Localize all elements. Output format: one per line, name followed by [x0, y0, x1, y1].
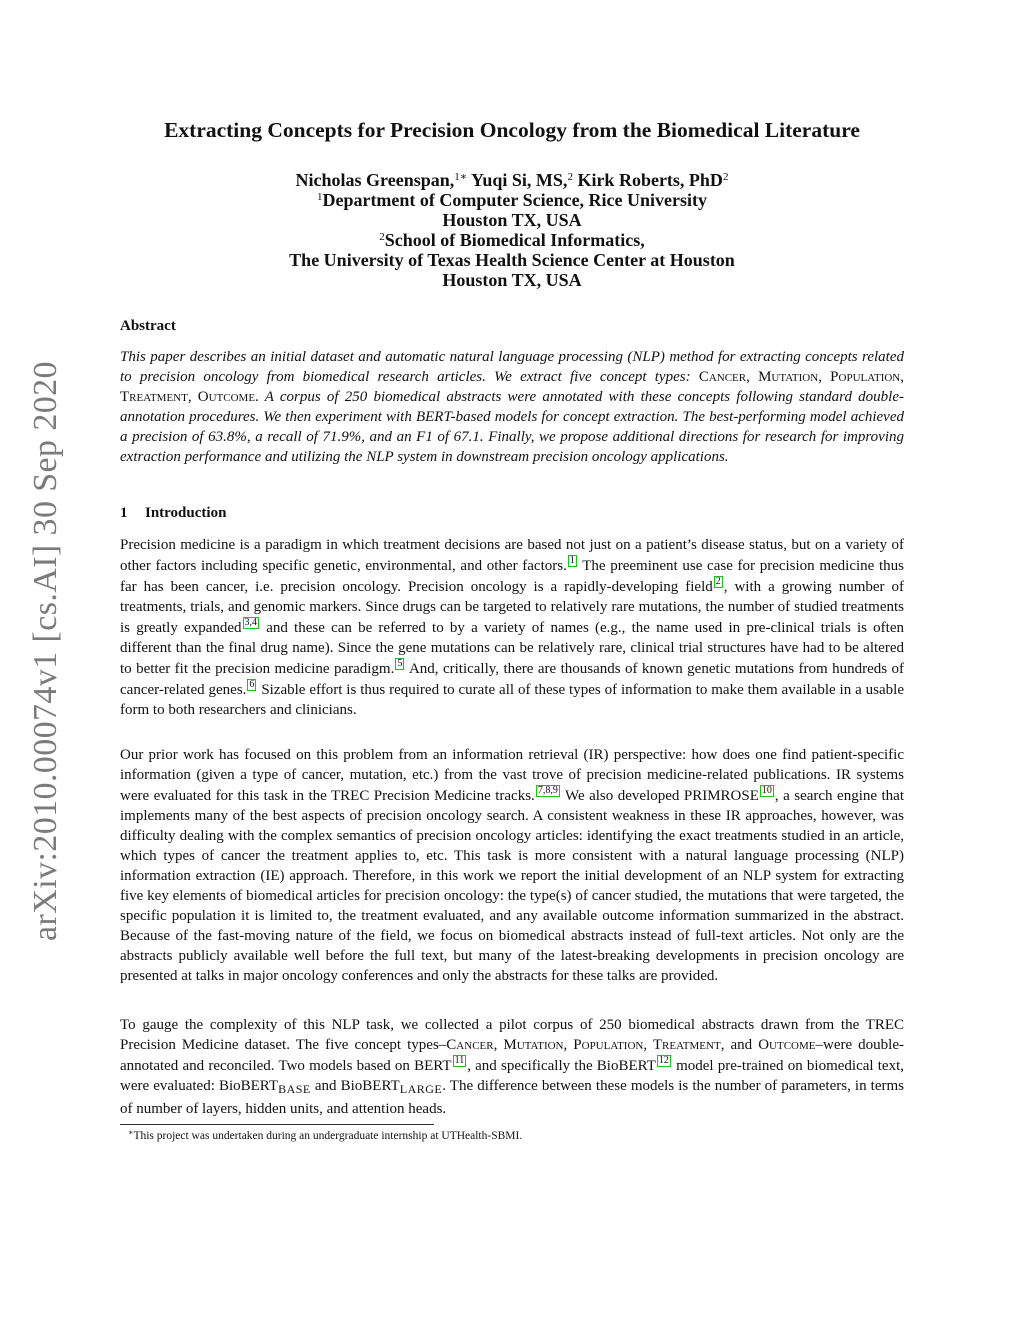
- citation-link[interactable]: 6: [249, 679, 255, 690]
- affiliation-1: [120, 190, 904, 210]
- author-names: [120, 170, 904, 190]
- model-subscript: LARGE: [399, 1082, 443, 1096]
- intro-paragraph-3: [120, 1015, 904, 1119]
- section-heading: [120, 505, 226, 522]
- footnote: [128, 1130, 522, 1142]
- affiliation-1-name: Department of Computer Science, Rice University: [322, 190, 708, 210]
- concept-outcome: Outcome: [758, 1037, 816, 1053]
- author-block: [120, 170, 904, 290]
- footnote-mark: ∗: [128, 1128, 134, 1137]
- section-title: Introduction: [145, 505, 227, 521]
- affiliation-1-mark: 1: [316, 191, 323, 203]
- text-run: Sizable effort is thus required to curate all of these types of information to make them available in a usable form to both researchers and clinicians.: [120, 682, 904, 718]
- affiliation-1-city: Houston TX, USA: [442, 210, 582, 230]
- intro-paragraph-1: [120, 535, 904, 720]
- text-run: –were double-annotated and reconciled. Two models based on BERT: [120, 1037, 904, 1074]
- affiliation-2-name: School of Biomedical Informatics,: [384, 230, 645, 250]
- affiliation-2-institution: The University of Texas Health Science Center at Houston: [289, 250, 735, 270]
- text-run: and: [724, 1037, 759, 1053]
- author-1: Nicholas Greenspan,: [295, 170, 455, 190]
- citation-link[interactable]: 7,8,9: [537, 785, 558, 796]
- text-run: Precision medicine is a paradigm in which treatment decisions are based not just on a patient’s disease status, but on a variety of other factors including specific genetic, environmental, and other factors.: [120, 537, 904, 574]
- abstract-text: [120, 347, 904, 467]
- text-run: Our prior work has focused on this problem from an information retrieval (IR) perspective: how does one find patient-specific information (given a type of cancer, mutation, etc.) from the vast trove of precision medicine-related publications. IR systems were evaluated for this task in the TREC Precision Medicine tracks.: [120, 747, 904, 804]
- author-1-affiliation: 1∗: [454, 171, 468, 183]
- citation-link[interactable]: 1: [569, 555, 575, 566]
- text-run: , with a growing number of treatments, trials, and genomic markers. Since drugs can be targeted to relatively rare mutations, the number of studied treatments is greatly expanded: [120, 579, 904, 636]
- intro-paragraph-2: [120, 745, 904, 986]
- citation-link[interactable]: 5: [397, 658, 403, 669]
- affiliation-2-mark: 2: [379, 231, 385, 243]
- text-run: . The difference between these models is the number of parameters, in terms of number of layers, hidden units, and attention heads.: [120, 1078, 904, 1117]
- abstract-body: A corpus of 250 biomedical abstracts were annotated with these concepts following standard double-annotation procedures. We then experiment with BERT-based models for concept extraction. The best-performing model achieved a precision of 63.8%, a recall of 71.9%, and an F1 of 67.1. Finally, we propose additional directions for research for improving extraction performance and utilizing the NLP system in downstream precision oncology applications.: [120, 389, 904, 465]
- abstract-concept-types: Cancer, Mutation, Population, Treatment, Outcome.: [120, 369, 904, 405]
- citation-link[interactable]: 11: [454, 1055, 465, 1066]
- model-subscript: BASE: [278, 1082, 311, 1096]
- abstract-sentence: This paper describes an initial dataset and automatic natural language processing (NLP) method for extracting concepts related to precision oncology from biomedical research articles. We extract five concept types:: [120, 349, 904, 385]
- paper-title: Extracting Concepts for Precision Oncology from the Biomedical Literature: [164, 118, 860, 142]
- text-run: We also developed PRIMROSE: [560, 788, 759, 804]
- text-run: model pre-trained on biomedical text, were evaluated: BioBERT: [120, 1058, 904, 1094]
- affiliation-2-city: Houston TX, USA: [442, 270, 582, 290]
- citation-link[interactable]: 10: [761, 785, 772, 796]
- text-run: , a search engine that implements many of the best aspects of precision oncology search. A consistent weakness in these IR approaches, however, was difficulty dealing with the complex semantics of precision oncology articles: identifying the exact treatments studied in an article, which types of cancer the treatment applies to, etc. This task is more consistent with a natural language processing (NLP) information extraction (IE) approach. Therefore, in this work we report the initial development of an NLP system for extracting five key elements of biomedical articles for precision oncology: the type(s) of cancer studied, the mutations that were targeted, the specific population it is limited to, the treatment evaluated, and any available outcome information summarized in the abstract. Because of the fast-moving nature of the field, we focus on biomedical abstracts instead of full-text articles. Not only are the abstracts publicly available well before the full text, but many of the latest-breaking developments in precision oncology are presented at talks in major oncology conferences and only the abstracts for these talks are provided.: [120, 788, 904, 984]
- text-run: and BioBERT: [310, 1078, 400, 1094]
- text-run: The preeminent use case for precision medicine thus far has been cancer, i.e. precision oncology. Precision oncology is a rapidly-developing field: [120, 558, 905, 595]
- author-2-affiliation: 2: [567, 171, 573, 183]
- concept-types: Cancer, Mutation, Population, Treatment,: [446, 1037, 725, 1053]
- author-3-affiliation: 2: [722, 171, 729, 183]
- text-run: And, critically, there are thousands of known genetic mutations from hundreds of cancer-related genes.: [120, 661, 904, 698]
- text-run: , and specifically the BioBERT: [467, 1058, 656, 1074]
- author-2: Yuqi Si, MS,: [467, 170, 568, 190]
- abstract-heading: Abstract: [120, 318, 176, 334]
- author-3: Kirk Roberts, PhD: [572, 170, 723, 190]
- section-number: 1: [120, 505, 128, 521]
- footnote-divider: [120, 1124, 434, 1125]
- arxiv-identifier-stamp: arXiv:2010.00074v1 [cs.AI] 30 Sep 2020: [27, 361, 64, 941]
- citation-link[interactable]: 3,4: [244, 617, 258, 628]
- text-run: To gauge the complexity of this NLP task, we collected a pilot corpus of 250 biomedical abstracts drawn from the TREC Precision Medicine dataset. The five concept types–: [120, 1017, 904, 1053]
- citation-link[interactable]: 12: [658, 1055, 669, 1066]
- footnote-text: This project was undertaken during an undergraduate internship at UTHealth-SBMI.: [133, 1130, 523, 1142]
- text-run: and these can be referred to by a variety of names (e.g., the name used in pre-clinical trials is often different than the final drug name). Since the gene mutations can be relatively rare, clinical trial structures have had to be altered to better fit the precision medicine paradigm.: [120, 620, 904, 677]
- affiliation-2: [120, 230, 904, 250]
- citation-link[interactable]: 2: [715, 576, 721, 587]
